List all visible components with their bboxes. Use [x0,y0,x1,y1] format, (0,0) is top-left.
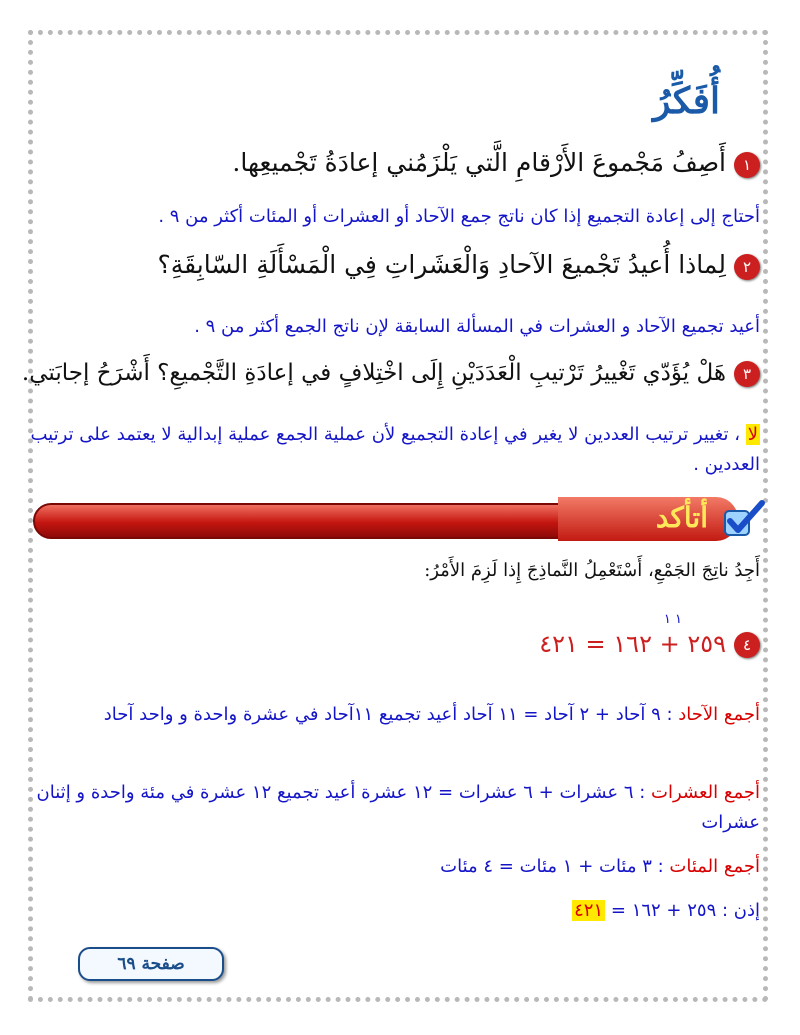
final-result [30,896,760,926]
question-text: أَصِفُ مَجْموعَ الأَرْقامِ الَّتي يَلْزَمُني إعادَةُ تَجْميعِها. [232,148,726,177]
carry-digits: ١ ١ [663,612,682,627]
step-label: أجمع العشرات [651,782,760,803]
banner-title-tab [558,497,738,541]
step-label: أجمع الآحاد [678,704,760,725]
section-heading: أُفَكِّرُ [653,80,720,122]
step-label: أجمع المئات [669,856,760,877]
question-text: لِماذا أُعيدُ تَجْميعَ الآحادِ وَالْعَشَراتِ فِي الْمَسْأَلَةِ السّابِقَةِ؟ [157,250,726,279]
step-text: : ٦ عشرات + ٦ عشرات = ١٢ عشرة أعيد تجميع ١٢ عشرة في مئة واحدة و إثنان عشرات [36,782,760,833]
instruction-text: أَجِدُ ناتِجَ الجَمْعِ، أَسْتَعْمِلُ النَّماذِجَ إِذا لَزِمَ الأَمْرُ: [424,560,760,581]
answer-1: أحتاج إلى إعادة التجميع إذا كان ناتج جمع الآحاد أو العشرات أو المئات أكثر من ٩ . [158,206,760,227]
banner-title: أتأكد [655,501,708,534]
question-3 [22,360,760,387]
problem-number-badge: ٤ [734,632,760,658]
question-number-badge: ٣ [734,361,760,387]
result-prefix: إذن : ٢٥٩ + ١٦٢ = [605,900,760,921]
answer-explanation: ، تغيير ترتيب العددين لا يغير في إعادة التجميع لأن عملية الجمع عملية إبدالية لا يعتمد على ترتيب العددين . [30,424,760,475]
check-banner [33,497,768,541]
answer-3 [30,420,760,480]
step-text: : ٩ آحاد + ٢ آحاد = ١١ آحاد أعيد تجميع ١١آحاد في عشرة واحدة و واحد آحاد [103,704,679,725]
question-1 [232,148,760,178]
question-number-badge: ١ [734,152,760,178]
highlighted-answer: لا [747,424,758,445]
question-2 [157,250,760,280]
step-tens [30,778,760,838]
page-number-label: صفحة ٦٩ [78,947,224,981]
answer-2: أعيد تجميع الآحاد و العشرات في المسألة السابقة لإن ناتج الجمع أكثر من ٩ . [194,316,760,337]
question-text: هَلْ يُؤَدّي تَغْييرُ تَرْتيبِ الْعَدَدَيْنِ إِلَى اخْتِلافٍ في إعادَةِ التَّجْميعِ؟ أَشْرَحُ إجابَتي. [21,360,726,386]
step-text: : ٣ مئات + ١ مئات = ٤ مئات [440,856,670,877]
result-value: ٤٢١ [574,900,604,921]
checkmark-icon [722,499,766,539]
question-number-badge: ٢ [734,254,760,280]
problem-equation: ٢٥٩ + ١٦٢ = ٤٢١ [539,630,726,658]
problem-4 [539,630,760,658]
step-hundreds [30,852,760,882]
step-ones [30,700,760,730]
